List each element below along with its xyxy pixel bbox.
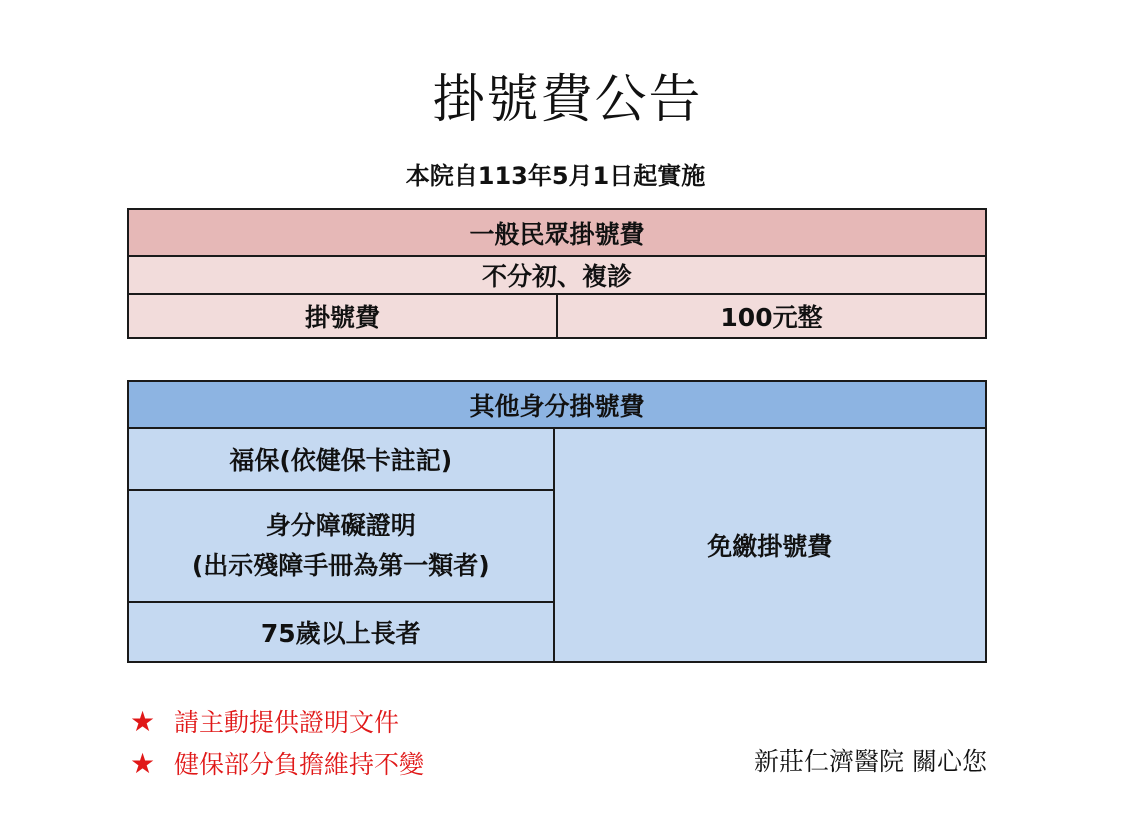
disability-line-1: 身分障礙證明: [265, 511, 416, 540]
category-welfare: 福保(依健保卡註記): [128, 428, 554, 490]
note-item: [130, 700, 424, 742]
category-disability: [128, 490, 554, 602]
note-text: 健保部分負擔維持不變: [174, 750, 425, 779]
page-title: 掛號費公告: [432, 70, 703, 130]
general-table-header: 一般民眾掛號費: [128, 209, 986, 256]
fee-label: 掛號費: [128, 294, 557, 338]
disability-line-2: (出示殘障手冊為第一類者): [191, 551, 490, 580]
general-table-note: 不分初、複診: [128, 256, 986, 294]
hospital-signature: 新莊仁濟醫院 關心您: [754, 747, 987, 776]
fee-value: 100元整: [557, 294, 986, 338]
star-icon: ★: [130, 704, 156, 738]
star-icon: ★: [130, 746, 156, 780]
notes-list: [130, 700, 424, 784]
other-table-header: 其他身分掛號費: [128, 381, 986, 428]
note-item: [130, 742, 424, 784]
category-seniors: 75歲以上長者: [128, 602, 554, 662]
general-fee-table: [127, 208, 987, 339]
note-text: 請主動提供證明文件: [174, 708, 400, 737]
fee-exempt-result: 免繳掛號費: [554, 428, 986, 662]
effective-date: 本院自113年5月1日起實施: [405, 162, 706, 190]
other-fee-table: [127, 380, 987, 663]
